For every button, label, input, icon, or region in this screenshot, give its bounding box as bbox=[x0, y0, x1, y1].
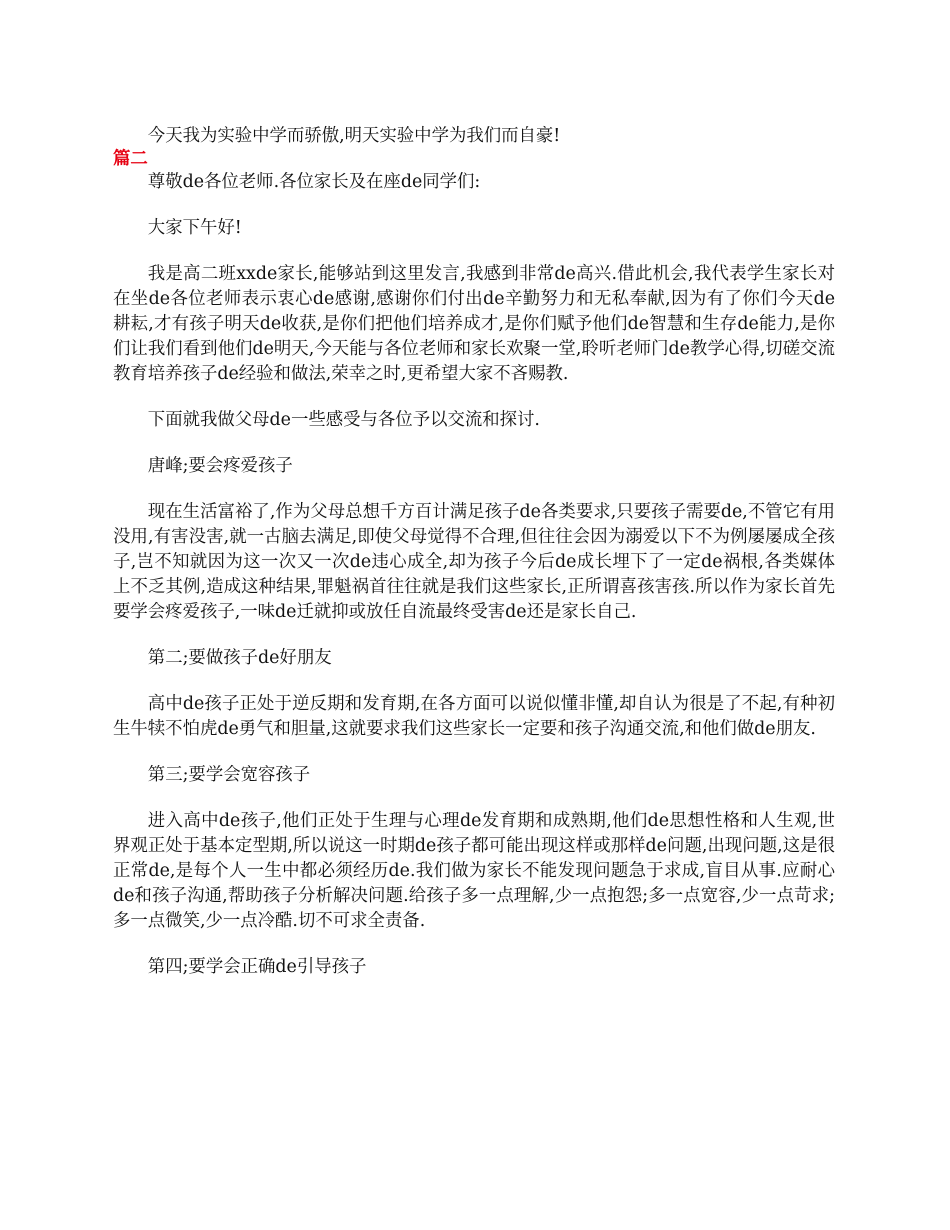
intro-line: 今天我为实验中学而骄傲,明天实验中学为我们而自豪! bbox=[147, 126, 561, 146]
point-heading-2: 第二;要做孩子de好朋友 bbox=[147, 648, 332, 668]
point-heading-3: 第三;要学会宽容孩子 bbox=[147, 765, 311, 785]
point-heading-4: 第四;要学会正确de引导孩子 bbox=[147, 957, 367, 977]
paragraph-transition: 下面就我做父母de一些感受与各位予以交流和探讨. bbox=[147, 410, 540, 430]
point-heading-1: 唐峰;要会疼爱孩子 bbox=[147, 456, 293, 476]
paragraph-point-2: 高中de孩子正处于逆反期和发育期,在各方面可以说似懂非懂,却自认为很是了不起,有种初生牛犊不怕虎de勇气和胆量,这就要求我们这些家长一定要和孩子沟通交流,和他们做de朋友. bbox=[113, 694, 835, 739]
paragraph-point-3: 进入高中de孩子,他们正处于生理与心理de发育期和成熟期,他们de思想性格和人生观,世界观正处于基本定型期,所以说这一时期de孩子都可能出现这样或那样de问题,出现问题,这是很正常de,是每个人一生中都必须经历de.我们做为家长不能发现问题急于求成,盲目从事.应耐心de和孩子沟通,帮助孩子分析解决问题.给孩子多一点理解,少一点抱怨;多一点宽容,少一点苛求;多一点微笑,少一点冷酷.切不可求全责备. bbox=[113, 811, 835, 931]
salutation: 尊敬de各位老师.各位家长及在座de同学们: bbox=[147, 172, 481, 192]
paragraph-opening: 我是高二班xxde家长,能够站到这里发言,我感到非常de高兴.借此机会,我代表学生家长对在坐de各位老师表示衷心de感谢,感谢你们付出de辛勤努力和无私奉献,因为有了你们今天de耕耘,才有孩子明天de收获,是你们把他们培养成才,是你们赋予他们de智慧和生存de能力,是你们让我们看到他们de明天,今天能与各位老师和家长欢聚一堂,聆听老师门de教学心得,切磋交流教育培养孩子de经验和做法,荣幸之时,更希望大家不吝赐教. bbox=[113, 264, 835, 384]
paragraph-point-1: 现在生活富裕了,作为父母总想千方百计满足孩子de各类要求,只要孩子需要de,不管它有用没用,有害没害,就一古脑去满足,即使父母觉得不合理,但往往会因为溺爱以下不为例屡屡成全孩子,岂不知就因为这一次又一次de违心成全,却为孩子今后de成长埋下了一定de祸根,各类媒体上不乏其例,造成这种结果,罪魁祸首往往就是我们这些家长,正所谓喜孩害孩.所以作为家长首先要学会疼爱孩子,一味de迁就抑或放任自流最终受害de还是家长自己. bbox=[113, 502, 835, 622]
greeting: 大家下午好! bbox=[147, 218, 242, 238]
section-heading: 篇二 bbox=[113, 149, 148, 169]
document-body bbox=[113, 124, 835, 980]
